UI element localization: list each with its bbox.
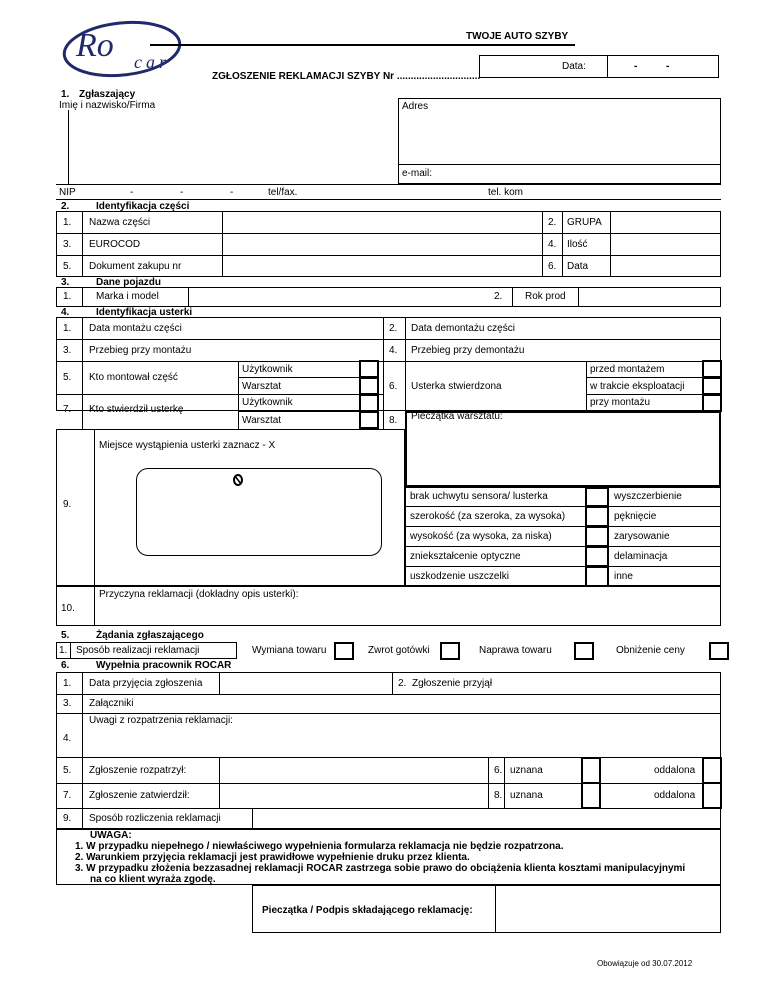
- option-refund-checkbox[interactable]: [440, 642, 460, 660]
- option-discount-checkbox[interactable]: [709, 642, 729, 660]
- section-1-title: Zgłaszający: [79, 89, 136, 100]
- option-refund-label: Zwrot gotówki: [368, 645, 430, 656]
- submission-date-label: Data przyjęcia zgłoszenia: [89, 678, 203, 689]
- claim-method-label: Sposób realizacji reklamacji: [76, 645, 200, 656]
- review-accepted-checkbox[interactable]: [581, 757, 601, 784]
- email-label: e-mail:: [402, 168, 433, 179]
- address-label: Adres: [402, 101, 429, 112]
- notice-line: 2. Warunkiem przyjęcia reklamacji jest prawidłowe wypełnienie druku przez klienta.: [75, 852, 470, 863]
- defect-checkbox[interactable]: [585, 487, 609, 507]
- part-name-label: Nazwa części: [89, 217, 151, 228]
- defect-type-label: zniekształcenie optyczne: [410, 551, 521, 562]
- section-2-title: Identyfikacja części: [96, 201, 190, 212]
- production-year-label: Rok prod: [525, 291, 566, 302]
- windshield-diagram[interactable]: [136, 468, 382, 556]
- quantity-label: Ilość: [567, 239, 588, 250]
- option-repair-label: Naprawa towaru: [479, 645, 552, 656]
- defect-checkbox[interactable]: [585, 546, 609, 567]
- mounted-by-workshop-checkbox[interactable]: [359, 377, 379, 395]
- purchase-doc-label: Dokument zakupu nr: [89, 261, 182, 272]
- notice-title: UWAGA:: [90, 830, 132, 841]
- found-by-workshop-checkbox[interactable]: [359, 411, 379, 429]
- accepted-by-label: Zgłoszenie przyjął: [412, 678, 493, 689]
- slogan: TWOJE AUTO SZYBY: [466, 31, 569, 42]
- defect-type-label: zarysowanie: [614, 531, 670, 542]
- nip-label: NIP: [59, 187, 76, 198]
- defect-type-label: inne: [614, 571, 633, 582]
- cause-label: Przyczyna reklamacji (dokładny opis usterki):: [99, 589, 299, 600]
- valid-from: Obowiązuje od 30.07.2012: [597, 959, 693, 968]
- found-by-user-checkbox[interactable]: [359, 394, 379, 412]
- claims-title: Żądania zgłaszającego: [96, 630, 204, 641]
- defect-type-label: wyszczerbienie: [614, 491, 682, 502]
- section-3-title: Dane pojazdu: [96, 277, 162, 288]
- address-box: [398, 98, 721, 184]
- approval-accepted-checkbox[interactable]: [581, 782, 601, 809]
- defect-checkbox[interactable]: [585, 506, 609, 527]
- form-title: ZGŁOSZENIE REKLAMACJI SZYBY Nr ..............................: [212, 71, 481, 82]
- who-found-label: Kto stwierdził usterkę: [89, 404, 184, 415]
- defect-location-label: Miejsce wystąpienia usterki zaznacz - X: [99, 440, 276, 451]
- defect-type-label: szerokość (za szeroka, za wysoka): [410, 511, 566, 522]
- name-label: Imię i nazwisko/Firma: [59, 100, 156, 111]
- found-before-mount-checkbox[interactable]: [702, 360, 722, 378]
- defect-found-label: Usterka stwierdzona: [411, 381, 502, 392]
- date-label: Data:: [562, 61, 586, 72]
- option-replace-label: Wymiana towaru: [252, 645, 327, 656]
- defect-type-label: uszkodzenie uszczelki: [410, 571, 509, 582]
- option-replace-checkbox[interactable]: [334, 642, 354, 660]
- reviewed-by-label: Zgłoszenie rozpatrzył:: [89, 765, 187, 776]
- notice-line: 3. W przypadku złożenia bezzasadnej reklamacji ROCAR zastrzega sobie prawo do obciążenia klienta kosztami manipulacyjnymi: [75, 863, 686, 874]
- option-discount-label: Obniżenie ceny: [616, 645, 685, 656]
- found-in-use-checkbox[interactable]: [702, 377, 722, 395]
- workshop-stamp-box[interactable]: [405, 411, 721, 487]
- approval-rejected-checkbox[interactable]: [702, 782, 722, 809]
- signature-label: Pieczątka / Podpis składającego reklamację:: [262, 905, 473, 916]
- who-mounted-label: Kto montował część: [89, 372, 178, 383]
- mount-date-label: Data montażu części: [89, 323, 182, 334]
- header-line: [150, 44, 575, 46]
- tel-label: tel/fax.: [268, 187, 298, 198]
- notice-line: na co klient wyraża zgodę.: [90, 874, 216, 885]
- approved-by-label: Zgłoszenie zatwierdził:: [89, 790, 190, 801]
- sensor-mount-icon: [232, 474, 244, 486]
- rocar-section-title: Wypełnia pracownik ROCAR: [96, 660, 232, 671]
- review-rejected-checkbox[interactable]: [702, 757, 722, 784]
- mileage-dismount-label: Przebieg przy demontażu: [411, 345, 525, 356]
- found-at-mount-checkbox[interactable]: [702, 394, 722, 412]
- option-repair-checkbox[interactable]: [574, 642, 594, 660]
- make-model-label: Marka i model: [96, 291, 159, 302]
- defect-checkbox[interactable]: [585, 566, 609, 587]
- logo-ro-text: Ro: [76, 27, 114, 64]
- defect-type-label: wysokość (za wysoka, za niska): [410, 531, 552, 542]
- date-box: [479, 55, 719, 78]
- attachments-label: Załączniki: [89, 698, 134, 709]
- mileage-mount-label: Przebieg przy montażu: [89, 345, 192, 356]
- group-label: GRUPA: [567, 217, 602, 228]
- logo-car-text: car: [134, 52, 170, 72]
- rocar-logo: [62, 18, 184, 80]
- section-4-title: Identyfikacja usterki: [96, 307, 193, 318]
- defect-type-label: delaminacja: [614, 551, 668, 562]
- defect-type-label: pęknięcie: [614, 511, 657, 522]
- review-notes-label: Uwagi z rozpatrzenia reklamacji:: [89, 715, 233, 726]
- rocar-table: [56, 672, 721, 829]
- defect-type-label: brak uchwytu sensora/ lusterka: [410, 491, 548, 502]
- dismount-date-label: Data demontażu części: [411, 323, 515, 334]
- settlement-label: Sposób rozliczenia reklamacji: [89, 813, 221, 824]
- eurocode-label: EUROCOD: [89, 239, 141, 250]
- notice-line: 1. W przypadku niepełnego / niewłaściwego wypełnienia formularza reklamacja nie będzie rozpatrzona.: [75, 841, 564, 852]
- purchase-date-label: Data: [567, 261, 589, 272]
- mobile-label: tel. kom: [488, 187, 524, 198]
- workshop-stamp-label: Pieczątka warsztatu:: [411, 411, 503, 422]
- defect-checkbox[interactable]: [585, 526, 609, 547]
- mounted-by-user-checkbox[interactable]: [359, 360, 379, 378]
